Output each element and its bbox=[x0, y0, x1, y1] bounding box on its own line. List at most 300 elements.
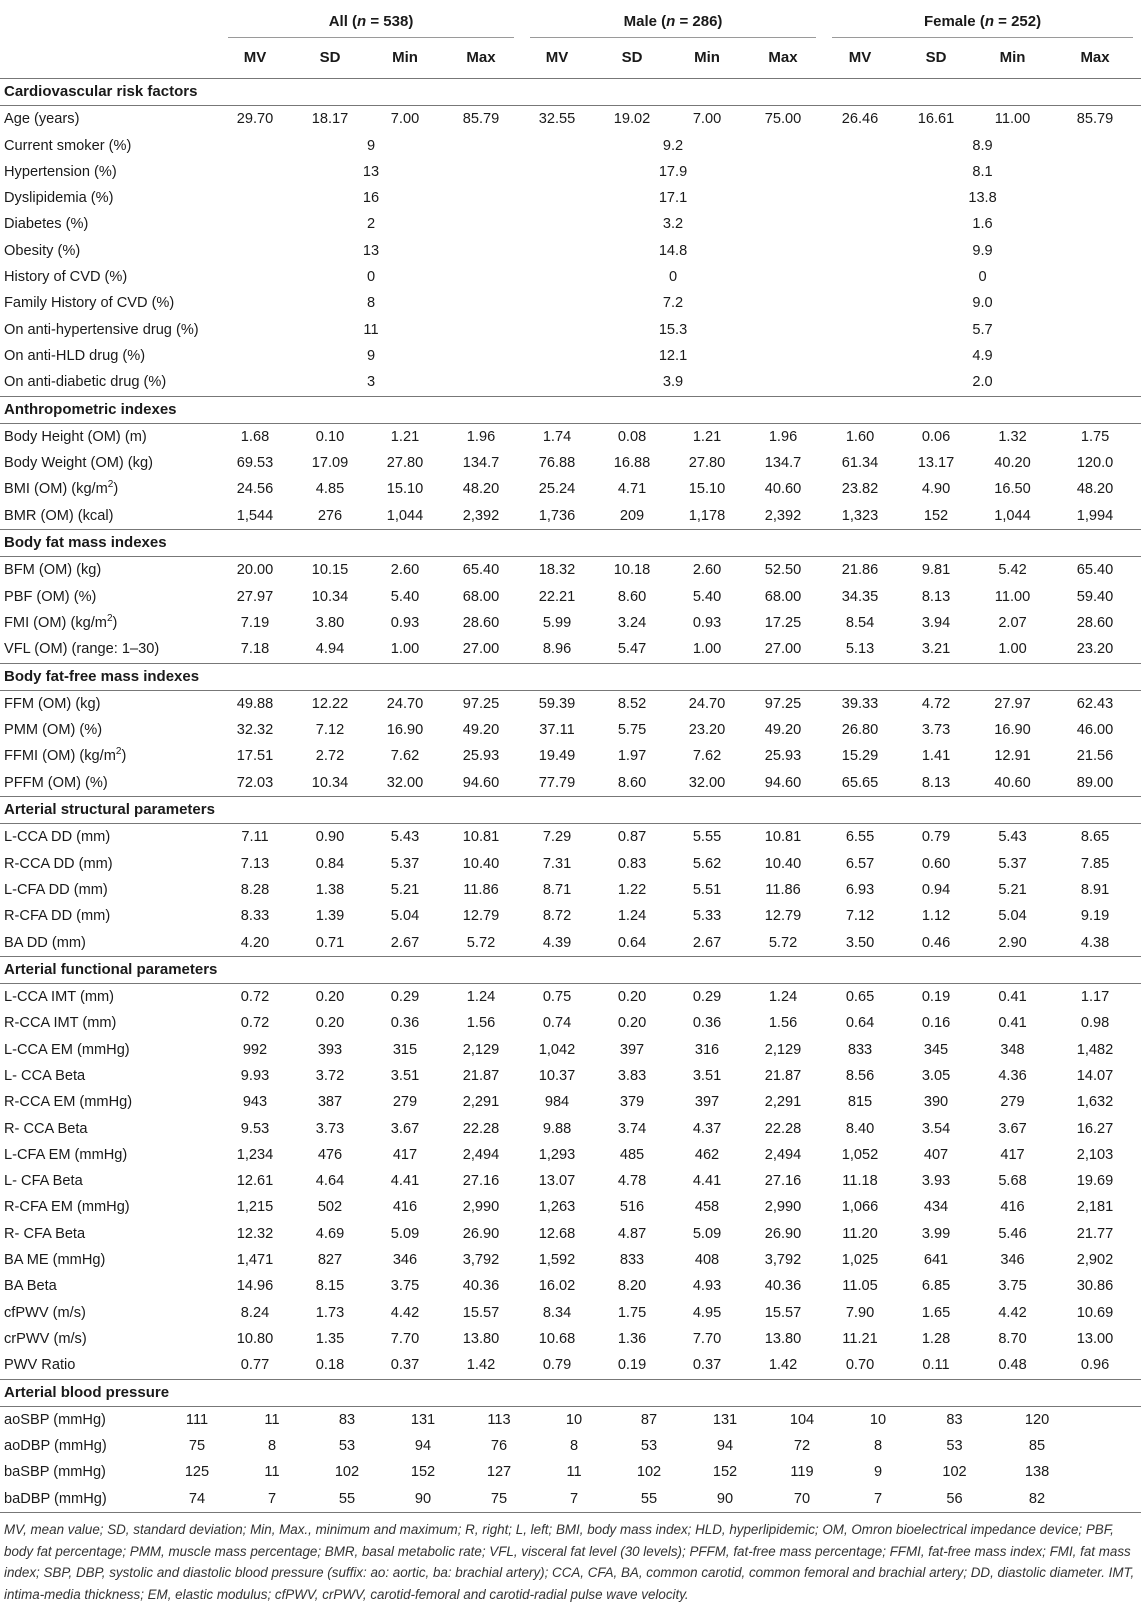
cell-value: 0.06 bbox=[921, 428, 951, 445]
cell-value: 8.13 bbox=[896, 770, 976, 797]
cell-value: 2.07 bbox=[998, 614, 1027, 631]
cell-value: 7.00 bbox=[692, 111, 722, 128]
cell-value: 15.29 bbox=[841, 748, 879, 765]
cell-value: 3.21 bbox=[896, 636, 976, 663]
cell-value: 102 bbox=[334, 1464, 360, 1481]
column-header-mv: MV bbox=[824, 38, 896, 79]
cell-value: 10.34 bbox=[311, 588, 349, 605]
cell-value: 27.80 bbox=[386, 455, 424, 472]
section-header-row bbox=[0, 396, 1141, 423]
cell-value: 17.1 bbox=[658, 190, 688, 207]
cell-value: 1,215 bbox=[236, 1199, 274, 1216]
cell-value: 5.72 bbox=[742, 930, 824, 957]
cell-value: 5.04 bbox=[390, 908, 420, 925]
cell-value: 1.96 bbox=[466, 428, 496, 445]
cell-value: 9.88 bbox=[542, 1120, 572, 1137]
table-row bbox=[0, 343, 1141, 369]
row-label: R-CCA IMT (mm) bbox=[4, 1015, 117, 1032]
cell-value: 1,025 bbox=[841, 1252, 879, 1269]
row-label: Diabetes (%) bbox=[4, 216, 89, 233]
cell-value: 393 bbox=[317, 1041, 343, 1058]
cell-value: 28.60 bbox=[1076, 614, 1114, 631]
cell-value: 10.40 bbox=[462, 855, 500, 872]
cell-value: 833 bbox=[847, 1041, 873, 1058]
column-header-mv: MV bbox=[522, 38, 592, 79]
table-row bbox=[0, 290, 1141, 316]
cell-value: 40.60 bbox=[976, 770, 1049, 797]
cell-value: 13.80 bbox=[764, 1330, 802, 1347]
table-row bbox=[0, 1221, 1141, 1247]
cell-value: 13.07 bbox=[538, 1173, 576, 1190]
cell-value: 0.75 bbox=[542, 989, 572, 1006]
row-label: BA ME (mmHg) bbox=[4, 1252, 106, 1269]
cell-value: 1.00 bbox=[672, 636, 742, 663]
section-title: Arterial functional parameters bbox=[0, 956, 1141, 983]
cell-value: 3.75 bbox=[998, 1278, 1027, 1295]
cell-value: 1.32 bbox=[998, 428, 1027, 445]
section-title: Arterial blood pressure bbox=[0, 1379, 1141, 1406]
cell-value: 5.09 bbox=[692, 1225, 722, 1242]
cell-value: 7.12 bbox=[315, 722, 345, 739]
cell-value: 12.22 bbox=[311, 695, 349, 712]
cell-value: 17.25 bbox=[764, 614, 802, 631]
cell-value: 15.57 bbox=[462, 1304, 500, 1321]
cell-value: 11.20 bbox=[842, 1225, 878, 1242]
cell-value: 27.00 bbox=[742, 636, 824, 663]
cell-value: 1.24 bbox=[466, 989, 496, 1006]
row-label: Dyslipidemia (%) bbox=[4, 190, 114, 207]
cell-value: 10.80 bbox=[236, 1330, 274, 1347]
cell-value: 72.03 bbox=[220, 770, 290, 797]
cell-value: 502 bbox=[317, 1199, 343, 1216]
cell-value: 3 bbox=[220, 369, 522, 396]
table-row bbox=[0, 1010, 1141, 1036]
cell-value: 2,902 bbox=[1076, 1252, 1114, 1269]
corner-cell bbox=[0, 6, 220, 38]
cell-value: 11.18 bbox=[842, 1173, 878, 1190]
cell-value: 4.20 bbox=[220, 930, 290, 957]
cell-value: 19.69 bbox=[1076, 1173, 1114, 1190]
table-row bbox=[0, 264, 1141, 290]
table-row bbox=[0, 369, 1141, 396]
cell-value: 3.99 bbox=[921, 1225, 951, 1242]
cell-value: 12.1 bbox=[658, 347, 688, 364]
cell-value: 7.11 bbox=[241, 829, 269, 846]
table-row bbox=[0, 584, 1141, 610]
cell-value: 8.28 bbox=[240, 881, 270, 898]
cell-value: 49.88 bbox=[236, 695, 274, 712]
cell-value: 83 bbox=[338, 1411, 356, 1428]
table-row bbox=[0, 930, 1141, 957]
cell-value: 40.36 bbox=[764, 1278, 802, 1295]
cell-value: 0.94 bbox=[921, 881, 951, 898]
cell-value: 22.28 bbox=[462, 1120, 500, 1137]
cell-value: 12.79 bbox=[462, 908, 500, 925]
cell-value: 8.54 bbox=[845, 614, 875, 631]
cell-value: 52.50 bbox=[764, 562, 802, 579]
section-title: Arterial structural parameters bbox=[0, 797, 1141, 824]
cell-value: 0.19 bbox=[592, 1352, 672, 1379]
cell-value: 6.93 bbox=[845, 881, 875, 898]
cell-value: 59.39 bbox=[538, 695, 576, 712]
row-label: L-CFA DD (mm) bbox=[4, 881, 108, 898]
cell-value: 8.1 bbox=[972, 163, 993, 180]
cell-value: 2 bbox=[366, 216, 376, 233]
cell-value: 68.00 bbox=[764, 588, 802, 605]
cell-value: 11.00 bbox=[994, 588, 1031, 605]
cell-value: 0.19 bbox=[921, 989, 951, 1006]
group-header-all: All (n = 538) bbox=[220, 6, 522, 38]
column-header-row bbox=[0, 38, 1141, 79]
cell-value: 0.60 bbox=[921, 855, 951, 872]
table-row bbox=[0, 503, 1141, 530]
cell-value: 5.21 bbox=[390, 881, 420, 898]
cell-value: 8.96 bbox=[522, 636, 592, 663]
cell-value: 516 bbox=[619, 1199, 645, 1216]
cell-value: 24.56 bbox=[236, 481, 274, 498]
table-row bbox=[0, 717, 1141, 743]
cell-value: 4.71 bbox=[617, 481, 647, 498]
cell-value: 1,052 bbox=[841, 1146, 879, 1163]
cell-value: 1.38 bbox=[315, 881, 345, 898]
cell-value: 2,129 bbox=[764, 1041, 802, 1058]
table-row bbox=[0, 1089, 1141, 1115]
cell-value: 11 bbox=[264, 1464, 280, 1481]
cell-value: 85.79 bbox=[1076, 111, 1114, 128]
table-row bbox=[0, 1300, 1141, 1326]
cell-value: 55 bbox=[614, 1486, 684, 1513]
cell-value: 0.20 bbox=[617, 989, 647, 1006]
cell-value: 10.81 bbox=[764, 829, 802, 846]
cell-value: 75.00 bbox=[764, 111, 802, 128]
cell-value: 26.80 bbox=[841, 722, 879, 739]
cell-value: 416 bbox=[392, 1199, 418, 1216]
cell-value: 0.83 bbox=[617, 855, 647, 872]
group-header-female: Female (n = 252) bbox=[824, 6, 1141, 38]
table-row bbox=[0, 476, 1141, 502]
cell-value: 0.18 bbox=[290, 1352, 370, 1379]
row-label: BFM (OM) (kg) bbox=[4, 562, 102, 579]
cell-value: 16.02 bbox=[538, 1278, 576, 1295]
cell-value: 17.09 bbox=[311, 455, 349, 472]
cell-value: 97.25 bbox=[764, 695, 802, 712]
cell-value: 1,263 bbox=[538, 1199, 576, 1216]
cell-value: 3.54 bbox=[921, 1120, 951, 1137]
table-row bbox=[0, 851, 1141, 877]
cell-value: 4.78 bbox=[617, 1173, 647, 1190]
cell-value: 134.7 bbox=[764, 455, 802, 472]
cell-value: 32.55 bbox=[538, 111, 576, 128]
cell-value: 53 bbox=[338, 1438, 356, 1455]
cell-value: 62.43 bbox=[1076, 695, 1114, 712]
cell-value: 1.24 bbox=[768, 989, 798, 1006]
cell-value: 827 bbox=[317, 1252, 343, 1269]
cell-value: 1.60 bbox=[845, 428, 875, 445]
cell-value: 5.43 bbox=[390, 829, 420, 846]
cell-value: 346 bbox=[392, 1252, 418, 1269]
cell-value: 8.72 bbox=[542, 908, 572, 925]
cell-value: 12.79 bbox=[764, 908, 802, 925]
cell-value: 833 bbox=[619, 1252, 645, 1269]
cell-value: 10.40 bbox=[764, 855, 802, 872]
cell-value: 1.73 bbox=[315, 1304, 345, 1321]
table-row bbox=[0, 557, 1141, 584]
cell-value: 316 bbox=[694, 1041, 720, 1058]
cell-value: 2,129 bbox=[462, 1041, 500, 1058]
cell-value: 397 bbox=[694, 1094, 720, 1111]
cell-value: 5.72 bbox=[440, 930, 522, 957]
row-label: PFFM (OM) (%) bbox=[0, 770, 220, 797]
cell-value: 0.72 bbox=[240, 1015, 270, 1032]
cell-value: 0.20 bbox=[617, 1015, 647, 1032]
column-header-min: Min bbox=[370, 38, 440, 79]
cell-value: 1.00 bbox=[370, 636, 440, 663]
cell-value: 16.61 bbox=[917, 111, 955, 128]
cell-value: 2,392 bbox=[440, 503, 522, 530]
cell-value: 3.2 bbox=[662, 216, 684, 233]
cell-value: 69.53 bbox=[236, 455, 274, 472]
cell-value: 55 bbox=[312, 1486, 382, 1513]
cell-value: 3.67 bbox=[390, 1120, 420, 1137]
cell-value: 13.17 bbox=[917, 455, 955, 472]
cell-value: 3.51 bbox=[692, 1067, 722, 1084]
row-label: baSBP (mmHg) bbox=[4, 1464, 106, 1481]
cell-value: 1.65 bbox=[921, 1304, 951, 1321]
cell-value: 0.93 bbox=[390, 614, 420, 631]
cell-value: 27.16 bbox=[462, 1173, 500, 1190]
cell-value: 943 bbox=[242, 1094, 268, 1111]
cell-value: 0 bbox=[668, 269, 678, 286]
cell-value: 22.28 bbox=[764, 1120, 802, 1137]
cell-value: 3.94 bbox=[921, 614, 951, 631]
cell-value: 138 bbox=[1024, 1464, 1050, 1481]
table-row bbox=[0, 1063, 1141, 1089]
section-title: Anthropometric indexes bbox=[0, 396, 1141, 423]
cell-value: 4.42 bbox=[998, 1304, 1027, 1321]
cell-value: 7.62 bbox=[692, 748, 722, 765]
section-title: Body fat-free mass indexes bbox=[0, 663, 1141, 690]
cell-value: 9.19 bbox=[1080, 908, 1110, 925]
cell-value: 1.00 bbox=[976, 636, 1049, 663]
cell-value: 5.40 bbox=[390, 588, 420, 605]
cell-value: 1.21 bbox=[390, 428, 420, 445]
cell-value: 458 bbox=[694, 1199, 720, 1216]
cell-value: 74 bbox=[162, 1486, 232, 1513]
cell-value: 0.65 bbox=[845, 989, 875, 1006]
cell-value: 2,291 bbox=[764, 1094, 802, 1111]
cell-value: 27.97 bbox=[236, 588, 274, 605]
cell-value: 5.42 bbox=[998, 562, 1027, 579]
column-header-max: Max bbox=[1049, 38, 1141, 79]
row-label: L- CCA Beta bbox=[4, 1067, 86, 1084]
cell-value: 5.51 bbox=[692, 881, 722, 898]
section-header-row bbox=[0, 956, 1141, 983]
cell-value: 0.71 bbox=[290, 930, 370, 957]
cell-value: 23.20 bbox=[688, 722, 726, 739]
cell-value: 2,392 bbox=[742, 503, 824, 530]
table-row bbox=[0, 1168, 1141, 1194]
cell-value: 13.8 bbox=[968, 190, 997, 207]
cell-value: 0.93 bbox=[692, 614, 722, 631]
cell-value: 485 bbox=[619, 1146, 645, 1163]
cell-value: 9.93 bbox=[240, 1067, 270, 1084]
cell-value: 94 bbox=[414, 1438, 432, 1455]
cell-value: 15.57 bbox=[764, 1304, 802, 1321]
table-row bbox=[0, 690, 1141, 717]
cell-value: 7.12 bbox=[845, 908, 875, 925]
cell-value: 0.29 bbox=[390, 989, 420, 1006]
cell-value: 1.41 bbox=[921, 748, 951, 765]
cell-value: 102 bbox=[942, 1464, 967, 1481]
cell-value: 30.86 bbox=[1076, 1278, 1114, 1295]
row-label: R-CCA EM (mmHg) bbox=[4, 1094, 133, 1111]
cell-value: 7.13 bbox=[240, 855, 270, 872]
table-row bbox=[0, 1142, 1141, 1168]
cell-value: 7.00 bbox=[390, 111, 420, 128]
table-row bbox=[0, 903, 1141, 929]
cell-value: 1.17 bbox=[1080, 989, 1110, 1006]
cell-value: 4.94 bbox=[290, 636, 370, 663]
cell-value: 3.05 bbox=[921, 1067, 951, 1084]
cell-value: 3.80 bbox=[315, 614, 345, 631]
cell-value: 8.60 bbox=[592, 770, 672, 797]
cell-value: 8.56 bbox=[845, 1067, 875, 1084]
cell-value: 15.3 bbox=[658, 321, 688, 338]
cell-value: 5.13 bbox=[824, 636, 896, 663]
cell-value: 7.70 bbox=[692, 1330, 722, 1347]
cell-value: 9 bbox=[366, 347, 376, 364]
cell-value: 17.9 bbox=[658, 163, 688, 180]
cell-value: 8.24 bbox=[240, 1304, 270, 1321]
cell-value: 7.70 bbox=[390, 1330, 420, 1347]
section-header-row bbox=[0, 79, 1141, 106]
row-label: R-CCA DD (mm) bbox=[4, 855, 113, 872]
row-label: L-CCA DD (mm) bbox=[4, 829, 111, 846]
cell-value: 5.33 bbox=[692, 908, 722, 925]
cell-value: 1.42 bbox=[742, 1352, 824, 1379]
cell-value: 23.20 bbox=[1049, 636, 1141, 663]
cell-value: 0.64 bbox=[845, 1015, 875, 1032]
cell-value: 1,178 bbox=[672, 503, 742, 530]
cell-value: 1.56 bbox=[466, 1015, 496, 1032]
cell-value: 1.42 bbox=[440, 1352, 522, 1379]
cell-value: 11.86 bbox=[463, 881, 499, 898]
cell-value: 4.9 bbox=[972, 347, 993, 364]
table-row bbox=[0, 636, 1141, 663]
cell-value: 21.56 bbox=[1076, 748, 1114, 765]
table-footnote: MV, mean value; SD, standard deviation; Min, Max., minimum and maximum; R, right; L, left; BMI, body mass index; HLD, hyperlipidemic; OM, Omron bioelectrical impedance device; PBF, body fat percentage; PMM, muscle mass percentage; BMR, basal metabolic rate; VFL, visceral fat level (30 levels); PFFM, fat-free mass percentage; FFMI, fat-free mass index; FMI, fat mass index; SBP, DBP, systolic and diastolic blood pressure (suffix: ao: aortic, ba: brachial artery); CCA, CFA, BA, common carotid, common femoral and brachial artery; DD, diastolic diameter. IMT, intima-media thickness; EM, elastic modulus; cfPWV, crPWV, carotid-femoral and carotid-radial pulse wave velocity. bbox=[4, 1522, 1135, 1602]
cell-value: 3.72 bbox=[315, 1067, 345, 1084]
table-row bbox=[0, 877, 1141, 903]
cell-value: 152 bbox=[410, 1464, 436, 1481]
group-header-male: Male (n = 286) bbox=[522, 6, 824, 38]
cell-value: 10.18 bbox=[613, 562, 651, 579]
table-row bbox=[0, 1247, 1141, 1273]
cell-value: 5.62 bbox=[692, 855, 722, 872]
cell-value: 4.38 bbox=[1049, 930, 1141, 957]
cell-value: 77.79 bbox=[522, 770, 592, 797]
cell-value: 68.00 bbox=[462, 588, 500, 605]
cell-value: 1,293 bbox=[538, 1146, 576, 1163]
table-row bbox=[0, 824, 1141, 851]
cell-value: 3,792 bbox=[462, 1252, 500, 1269]
cell-value: 0.72 bbox=[240, 989, 270, 1006]
cell-value: 1,592 bbox=[538, 1252, 576, 1269]
cell-value: 8.52 bbox=[617, 695, 647, 712]
row-label: Current smoker (%) bbox=[4, 137, 132, 154]
cell-value: 11 bbox=[264, 1411, 280, 1428]
cell-value: 0.08 bbox=[617, 428, 647, 445]
cell-value: 209 bbox=[592, 503, 672, 530]
table-row bbox=[0, 238, 1141, 264]
cell-value: 8.9 bbox=[972, 137, 993, 154]
cell-value: 992 bbox=[242, 1041, 268, 1058]
cell-value: 3.50 bbox=[824, 930, 896, 957]
cell-value: 46.00 bbox=[1076, 722, 1114, 739]
cell-value: 8.20 bbox=[617, 1278, 647, 1295]
cell-value: 1,066 bbox=[841, 1199, 879, 1216]
cell-value: 1.75 bbox=[1080, 428, 1110, 445]
cell-value: 0.29 bbox=[692, 989, 722, 1006]
cell-value: 82 bbox=[991, 1486, 1083, 1513]
cell-value: 4.72 bbox=[921, 695, 951, 712]
cell-value: 434 bbox=[923, 1199, 949, 1216]
cell-value: 2,291 bbox=[462, 1094, 500, 1111]
cell-value: 59.40 bbox=[1076, 588, 1114, 605]
cell-value: 65.40 bbox=[462, 562, 500, 579]
cell-value: 1,471 bbox=[236, 1252, 274, 1269]
cell-value: 12.68 bbox=[538, 1225, 576, 1242]
cell-value: 9 bbox=[873, 1464, 883, 1481]
cell-value: 76 bbox=[490, 1438, 508, 1455]
column-header-max: Max bbox=[742, 38, 824, 79]
cell-value: 7.31 bbox=[542, 855, 572, 872]
cell-value: 10.15 bbox=[311, 562, 349, 579]
cell-value: 83 bbox=[946, 1411, 963, 1428]
cell-value: 16.27 bbox=[1076, 1120, 1114, 1137]
cell-value: 345 bbox=[923, 1041, 949, 1058]
cell-value: 1.68 bbox=[240, 428, 270, 445]
cell-value: 11.86 bbox=[765, 881, 801, 898]
cell-value: 5.21 bbox=[998, 881, 1027, 898]
cell-value: 0 bbox=[366, 269, 376, 286]
cell-value: 8 bbox=[267, 1438, 277, 1455]
cell-value: 8 bbox=[873, 1438, 883, 1455]
cell-value: 4.90 bbox=[921, 481, 951, 498]
cell-value: 1,044 bbox=[976, 503, 1049, 530]
cell-value: 10.69 bbox=[1076, 1304, 1114, 1321]
cell-value: 7.62 bbox=[390, 748, 420, 765]
cell-value: 16.90 bbox=[994, 722, 1031, 739]
cell-value: 13 bbox=[362, 242, 380, 259]
cell-value: 85 bbox=[1028, 1438, 1046, 1455]
row-label: Obesity (%) bbox=[4, 242, 81, 259]
cell-value: 1.36 bbox=[617, 1330, 647, 1347]
cell-value: 87 bbox=[640, 1411, 658, 1428]
cell-value: 2,990 bbox=[462, 1199, 500, 1216]
cell-value: 390 bbox=[923, 1094, 949, 1111]
row-label: aoDBP (mmHg) bbox=[4, 1438, 107, 1455]
cell-value: 9.2 bbox=[662, 137, 684, 154]
cell-value: 0.96 bbox=[1049, 1352, 1141, 1379]
row-label: R- CCA Beta bbox=[4, 1120, 88, 1137]
cell-value: 5.47 bbox=[592, 636, 672, 663]
cell-value: 641 bbox=[923, 1252, 949, 1269]
row-label: L- CFA Beta bbox=[4, 1173, 83, 1190]
row-label: Body Weight (OM) (kg) bbox=[4, 455, 153, 472]
cell-value: 1.24 bbox=[617, 908, 647, 925]
cell-value: 26.46 bbox=[841, 111, 879, 128]
